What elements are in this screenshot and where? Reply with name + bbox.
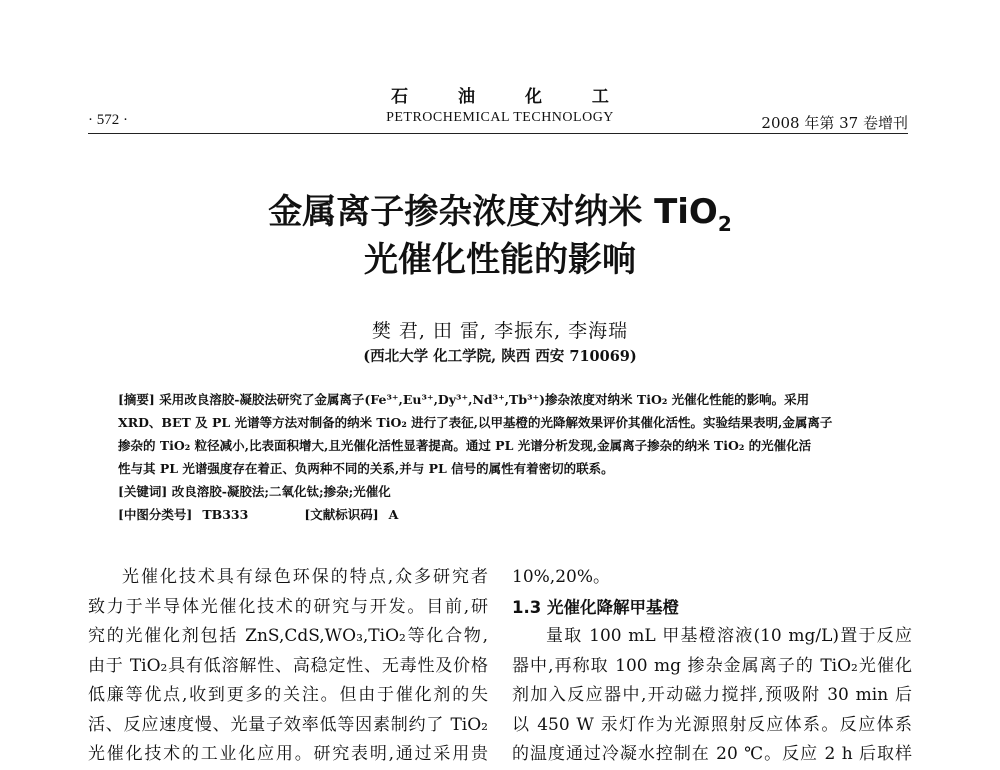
doc-code-label: [文献标识码] — [304, 507, 379, 522]
abstract-line: XRD、BET 及 PL 光谱等方法对制备的纳米 TiO₂ 进行了表征,以甲基橙的光降解效果评价其催化活性。实验结果表明,金属离子 — [118, 415, 833, 430]
article-title-line1 — [0, 192, 1000, 236]
abstract-block — [118, 388, 888, 526]
journal-title-en: PETROCHEMICAL TECHNOLOGY — [386, 110, 614, 125]
affiliation: (西北大学 化工学院, 陕西 西安 710069) — [363, 348, 637, 365]
clc-code: TB333 — [202, 507, 249, 522]
abstract-line — [118, 388, 888, 411]
title-text: 金属离子掺杂浓度对纳米 TiO — [268, 192, 718, 232]
body-line: 活、反应速度慢、光量子效率低等因素制约了 TiO₂ — [88, 714, 488, 735]
article-title-line2: 光催化性能的影响 — [364, 240, 636, 280]
body-line: 10%,20%。 — [512, 567, 610, 587]
body-line: 器中,再称取 100 mg 掺杂金属离子的 TiO₂光催化 — [512, 655, 912, 676]
doc-code: A — [388, 507, 399, 522]
body-line: 由于 TiO₂具有低溶解性、高稳定性、无毒性及价格 — [88, 655, 488, 676]
body-left-column — [88, 563, 488, 770]
body-line: 光催化技术具有绿色环保的特点,众多研究者 — [122, 567, 488, 587]
abstract-line: 掺杂的 TiO₂ 粒径减小,比表面积增大,且光催化活性显著提高。通过 PL 光谱分析发现,金属离子掺杂的纳米 TiO₂ 的光催化活 — [118, 438, 812, 453]
abstract-label: [摘要] — [118, 392, 155, 407]
body-line: 究的光催化剂包括 ZnS,CdS,WO₃,TiO₂等化合物, — [88, 626, 488, 646]
keywords: 改良溶胶-凝胶法;二氧化钛;掺杂;光催化 — [171, 484, 391, 499]
body-line: 量取 100 mL 甲基橙溶液(10 mg/L)置于反应 — [546, 626, 912, 646]
abstract-text: 采用改良溶胶-凝胶法研究了金属离子(Fe³⁺,Eu³⁺,Dy³⁺,Nd³⁺,Tb³⁺)掺杂浓度对纳米 TiO₂ 光催化性能的影响。采用 — [159, 392, 810, 407]
body-line: 以 450 W 汞灯作为光源照射反应体系。反应体系 — [512, 714, 912, 735]
clc-label: [中图分类号] — [118, 507, 193, 522]
journal-title-cn: 石 油 化 工 — [391, 87, 631, 107]
header-divider — [88, 133, 908, 134]
authors: 樊 君, 田 雷, 李振东, 李海瑞 — [371, 320, 629, 342]
body-line: 的温度通过冷凝水控制在 20 ℃。反应 2 h 后取样 — [512, 744, 912, 764]
body-right-column — [512, 563, 912, 770]
classification-row — [118, 503, 888, 526]
keywords-label: [关键词] — [118, 484, 168, 499]
issue-info: 2008 年第 37 卷增刊 — [761, 114, 908, 132]
page-number: · 572 · — [88, 112, 128, 128]
section-heading: 1.3 光催化降解甲基橙 — [512, 597, 679, 617]
body-line: 剂加入反应器中,开动磁力搅拌,预吸附 30 min 后 — [512, 685, 912, 705]
keywords-row — [118, 480, 888, 503]
body-line: 低廉等优点,收到更多的关注。但由于催化剂的失 — [88, 685, 488, 705]
body-line: 致力于半导体光催化技术的研究与开发。目前,研 — [88, 596, 488, 617]
abstract-line: 性与其 PL 光谱强度存在着正、负两种不同的关系,并与 PL 信号的属性有着密切的联系。 — [118, 461, 614, 476]
body-line: 光催化技术的工业化应用。研究表明,通过采用贵 — [88, 744, 488, 764]
title-subscript: 2 — [717, 211, 732, 236]
